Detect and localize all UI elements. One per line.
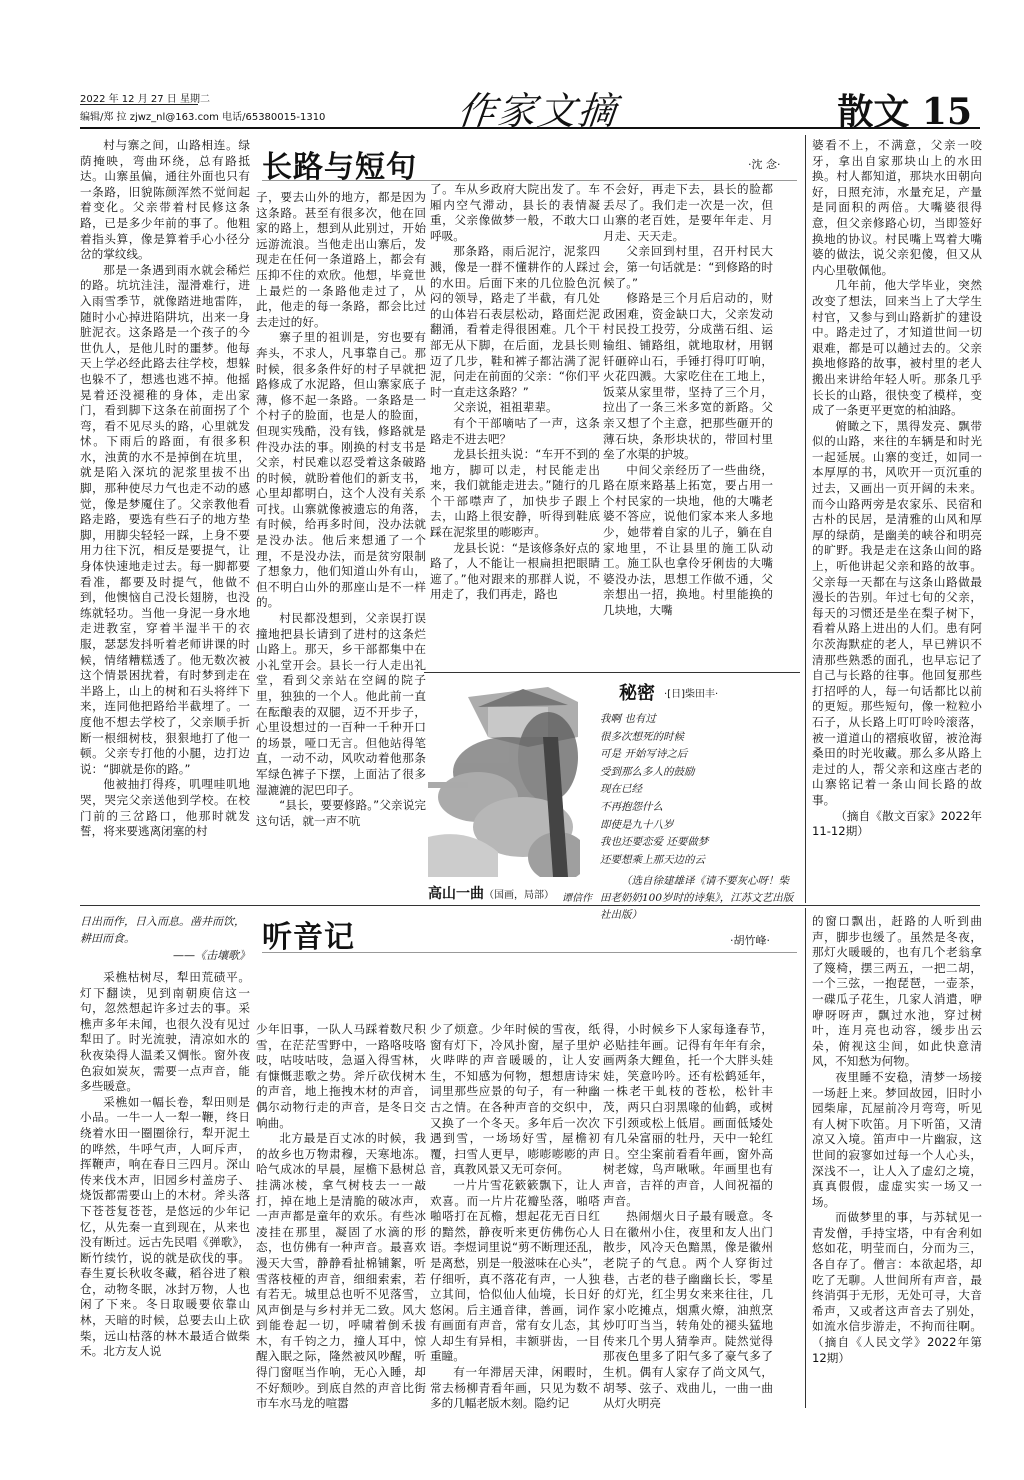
header-rule — [80, 127, 980, 129]
epigraph-source: ——《击壤歌》 — [173, 949, 250, 962]
poem-line: 我啊 也有过 — [600, 713, 656, 725]
paragraph: 他被抽打得疼，叽哩哇叽地哭，哭完父亲送他到学校。在校门前的三岔路口，他那时就发誓，将来要逃离闭塞的村 — [80, 777, 250, 839]
paragraph: 子，要去山外的地方，都是因为这条路。甚至有很多次，他在回家的路上，想到从此别过，开始远游流浪。当他走出山寨后，发现走在任何一条道路上，都会有压抑不住的欢欣。他想，毕竟世上最烂的一条路他走过了，从此，他走的每一条路，都会比过去走过的好。 — [256, 190, 426, 329]
poem-box — [424, 672, 800, 921]
painting-caption — [428, 883, 554, 903]
poem-body — [600, 711, 708, 869]
paragraph: 修路是三个月后启动的，财政困难，资金缺口大，父亲发动村民投工投劳，分成凿石组、运输组、铺路组，就地取材，用钢钎砸碎山石，手锤打得叮叮响，火花四溅。大家吃住在工地上，饭菜从家里带，坚持了三个月，拉出了一条三米多宽的新路。父亲又想了个主意，把那些砸开的薄石块，条形块状的，带回村里垒了水渠的护坡。 — [603, 291, 773, 462]
paragraph: 龙县长扭头说：“车开不到的地方，脚可以走，村民能走出来，我们就能走进去。”随行的几个干部噤声了，加快步子跟上去，山路上很安静，听得到鞋底踩在泥浆里的嘭嘭声。 — [430, 447, 600, 540]
issue-date: 2022 年 12 月 27 日 星期二 — [80, 94, 210, 105]
article-column — [256, 190, 426, 829]
article-column — [812, 914, 982, 1366]
title-rule — [262, 952, 797, 953]
paragraph: 夜里睡不安稳，清梦一场接一场赶上来。梦回故园，旧时小园柴扉，瓦屋前冷月弯弯，听见有人树下吹笛。月下听笛，又清凉又入境。笛声中一片幽寂，这世间的寂寥如过每一个人心头，深浅不一，让人入了虚幻之境，真真假假，虚虚实实一场又一场。 — [812, 1069, 982, 1209]
title-rule — [262, 180, 797, 181]
paragraph: 了。车从乡政府大院出发了。车厢内空气滞动，县长的表情凝重，父亲像做梦一般，不敢大口呼吸。 — [430, 182, 600, 243]
poem-title: 秘密 — [619, 683, 655, 704]
paragraph: 父亲回到村里，召开村民大会，第一句话就是：“到修路的时候了。” — [603, 244, 773, 290]
article-column — [603, 182, 773, 619]
column-rule — [805, 908, 806, 1408]
section-page-number: 散文 15 — [837, 91, 972, 133]
paragraph: 龙县长说：“是该修条好点的路了，人不能让一根扁担把眼睛遮了。”他对跟来的那群人说，不用走了，我们再走，路也 — [430, 540, 600, 602]
paragraph: 父亲说，祖祖辈辈。 — [453, 400, 558, 415]
poem-author: ·[日]柴田丰· — [664, 689, 719, 700]
poem-line: 还要想乘上那天边的云 — [600, 853, 705, 866]
article-column — [80, 970, 250, 1360]
paragraph: 村民都没想到，父亲误打误撞地把县长请到了进村的这条烂山路上。那天，乡干部都集中在小礼堂开会。县长一行人走出礼堂，看到父亲站在空阔的院子里，独独的一个人。他此前一直在酝酿表的双腿，迈不开步子，心里设想过的一百种一千种开口的场景，哑口无言。但他站得笔直，一动不动，风吹动着他那条军绿色裤子下摆，上面沾了很多湿漉漉的泥巴印子。 — [256, 611, 426, 797]
section-divider — [80, 905, 980, 906]
paragraph: 寨子里的祖训是，穷也要有奔头，不求人，凡事靠自己。那时候，很多条件好的村子早就把路修成了水泥路，但山寨家底子薄，修不起一条路。一条路是一个村子的脸面，也是人的脸面，但现实残酷，没有钱，修路就是件没办法的事。刚换的村支书是父亲，村民难以忍受着这条破路的时候，就盼着他们的新支书，心里却都明白，这个人没有关系可找。山寨就像被遗忘的角落，有时候，给再多时间，没办法就是没办法。他后来想通了一个理，不是没办法，而是贫穷限制了想象力，他们知道山外有山，但不明白山外的那座山是不一样的。 — [256, 330, 426, 610]
paragraph: 的窗口飘出，赶路的人听到曲声，脚步也缓了。虽然是冬夜，那灯火暖暖的，也有几个老翁拿了篾椅，摆三两五，一把二胡，一个三弦，一抱琵琶，一壶茶，一碟瓜子花生，几家人消遣，咿咿呀呀声，飘过水池，穿过树叶，连月亮也动容，缓步出云朵，俯视这尘间，如此快意清风，不知愁为何物。 — [812, 914, 982, 1069]
poem-line: 不再抱怨什么 — [600, 800, 663, 813]
painting-subtitle: （国画，局部） — [484, 890, 554, 901]
paragraph: “县长，要要修路。”父亲说完这句话，就一声不吭 — [256, 798, 426, 828]
header-divider — [80, 104, 198, 105]
paragraph: 采樵如一幅长卷，犁田则是小品。一牛一人一犁一鞭，终日绕着水田一圈圈徐行，犁开泥土的哗然，牛呼气声，人呵斥声，挥鞭声，响在春日三四月。深山传来伐木声，旧园乡村盖房子、烧饭都需要山上的木材。斧头落下苍苍复苍苍，是悠远的少年记忆，从先秦一直到现在，从来也没有断过。远古先民唱《弹歌》，断竹续竹，说的就是砍伐的事。春生夏长秋收冬藏，稻谷进了粮仓，动物冬眠，冰封万物，人也闲了下来。冬日取暖要依靠山林，天暗的时候，总要去山上砍柴，远山枯落的林木最适合做柴禾。北方友人说 — [80, 1094, 250, 1359]
paragraph: 那是一条遇到雨水就会稀烂的路。坑坑洼洼，湿滑难行，进入雨雪季节，就像踏进地雷阵，随时小心掉进陷阱坑，出来一身脏泥衣。这条路是一个孩子的今世仇人，是他儿时的噩梦。他每天上学必经此路去往学校，想躲也躲不了，想逃也逃不掉。他摇晃着还没褪稚的身体，走出家门，看到脚下这条在前面拐了个弯，看不见尽头的路，心里就发怵。下雨后的路面，有很多积水，浊黄的水不是掉倒在坑里，就是陷入深坑的泥浆里拔不出脚，那种使尽力气也走不动的感觉，像是梦魇住了。父亲教他看路走路，要选有些石子的地方垫脚，用脚尖轻轻一踩，上身不要用力往下沉，相反是要提气，让身体快速地走过去。每一脚都要看准，都要及时提气，他做不到，他懊恼自己没长翅膀，也没练就轻功。当他一身泥一身水地走进教室，穿着半湿半干的衣服，瑟瑟发抖听着老师讲课的时候，情绪糟糕透了。他无数次被这个情景困扰着，有时梦到走在半路上，山上的树和石头将绊下来，连同他把路给半截埋了。一度他不想去学校了，父亲顺手折断一根细树枝，狠狠地打了他一顿。父亲专打他的小腿，边打边说：“脚就是你的路。” — [80, 262, 250, 776]
paragraph: 一片片雪花簌簌飘下，让人欢喜。而一片片花瓣坠落，啪嗒啪嗒打在瓦檐，想起花无百日红的黯然，静夜听来更仿佛伤心人语。李煜词里说“剪不断理还乱，是离愁，别是一般滋味在心头”，仔细听，真不落花有声，一人独立其间，恰似仙人仙境，长日好悠闲。后主通音律，善画，词作有画面有声音，常有女儿态，其人却生有异相，丰额骈齿，一目重瞳。 — [430, 1177, 600, 1364]
painting-artist: 谭信作 — [562, 893, 592, 904]
paragraph: 得，小时候乡下人家每逢春节，必贴挂年画。记得有年年有余，画两条大鲤鱼，托一个大胖头娃娃，笑意吟吟。还有松鹤延年，一株老干虬枝的苍松，松针丰茂，两只白羽黑喙的仙鹤，或树下引颈或松上低眉。画面低矮处有几朵富丽的牡丹，天中一轮红日。空尘案前看看年画，窗外高树老嫁，鸟声啾啾。年画里也有声音，吉祥的声音，人间祝福的声音。 — [603, 1022, 773, 1208]
article-title: 长路与短句 — [262, 150, 417, 185]
paragraph: 几年前，他大学毕业，突然改变了想法，回来当上了大学生村官，又参与到山路新扩的建设中。路走过了，才知道世间一切艰难，都是可以趟过去的。父亲换地修路的故事，被村里的老人搬出来讲给年轻人听。那条几乎长长的山路，很快变了模样，变成了一条更平更宽的柏油路。 — [812, 278, 982, 418]
article-column — [430, 182, 600, 603]
article-author: ·沈 念· — [748, 158, 781, 171]
poem-line: 即使是九十八岁 — [600, 818, 674, 831]
poem-line: 很多次想死的时候 — [600, 730, 684, 743]
paragraph: 婆看不上，不满意，父亲一咬牙，拿出自家那块山上的水田换。村人都知道，那块水田朝向好，日照充沛，水量充足，产量是同面积的两倍。大嘴婆很得意，但父亲修路心切，当即签好换地的协议。村民嘴上骂着大嘴婆的做法，说父亲犯傻，但又从内心里敬佩他。 — [812, 138, 982, 277]
epigraph-text: 日出而作，日入而息。凿井而饮，耕田而食。 — [80, 915, 245, 945]
landscape-painting — [428, 677, 580, 877]
paragraph: 中间父亲经历了一些曲绕，路在原来路基上拓宽，要占用一个村民家的一块地，他的大嘴老婆不答应，说他们家本来人多地少，她带着自家的儿子，躺在自家地里，不让县里的施工队动工。施工队也拿伶牙俐齿的大嘴婆没办法，思想工作做不通，父亲想出一招，换地。村里能换的几块地，大嘴 — [603, 462, 773, 618]
masthead-logo: 作家文摘 — [455, 89, 620, 133]
paragraph: 有个干部嘀咕了一声，这条路走不进去吧？ — [430, 415, 600, 446]
epigraph — [80, 913, 250, 964]
paragraph: 村与寨之间，山路相连。绿荫掩映，弯曲环绕，总有路抵达。山寨虽偏，通往外面也只有一条路，旧貌陈颜浑然不觉间起着变化。父亲带着村民修这条路，已是多少年前的事了。他粗着指头算，像是算着手心小径分岔的掌纹线。 — [80, 138, 250, 262]
paragraph: 那条路，雨后泥泞，泥浆四溅，像是一群不懂耕作的人踩过的水田。后面下来的几位脸色沉闷的领导，路走了半截，有几处的山体岩石表层松动，路面烂泥翻涌，看着走得很困难。几个干部无从下脚，在后面，龙县长则迈了几步，鞋和裤子都沾满了泥泥，问走在前面的父亲：“你们平时一直走这条路？” — [430, 244, 600, 399]
editor-contact: 编辑/郑 拉 zjwz_nl@163.com 电话/65380015-1310 — [80, 112, 326, 123]
article-column — [603, 1022, 773, 1412]
article-column — [80, 138, 250, 840]
article-title: 听音记 — [262, 920, 355, 955]
column-rule — [805, 135, 806, 903]
paragraph: 热闹烟火日子最有暖意。冬日在徽州小住，夜里和友人出门散步，风冷天色黯黑，像是徽州老院子的气息。两个人穿街过巷，古老的巷子幽幽长长，零星的灯光，红尘男女来来往往，几家小吃摊点，烟熏火燎，油煎烹炒叮叮当当，转角处的褪头猛地传来几个男人猜拳声。陡然觉得那夜色里多了阳气多了豪气多了生机。偶有人家存了尚文风气，胡琴、弦子、戏曲儿，一曲一曲从灯火明亮 — [603, 1209, 773, 1411]
article-column — [256, 1022, 426, 1412]
article-column — [430, 1022, 600, 1412]
article-column — [812, 138, 982, 840]
paragraph: 不会好，再走下去，县长的脸都丢尽了。我们走一次是一次，但山寨的老百姓，是要年年走、月月走、天天走。 — [603, 182, 773, 243]
paragraph: 北方最是百丈冰的时候，我的故乡也万物肃穆，天寒地冻。哈气成冰的早晨，屋檐下悬树总挂满冰棱，拿气树枝去一一敲打，掉在地上是清脆的破冰声，一声声都是童年的欢乐。有些冰凌挂在那里，凝固了水滴的形态，也仿佛有一种声音。最喜欢漫天大雪，静静看扯棉铺絮，听雪落枝桠的声音，细细索索，若有若无。城里总也听不见落雪，风声倒是与乡村并无二致。风大到能卷起一切，呼啸着倒禾拔木，有千钧之力，撞人耳中，惊醒入眠之际，隆然被风吵醒，听得门窗哐当作响，无心入睡，却不好颓吵。到底自然的声音比街市车水马龙的喧嚣 — [256, 1131, 426, 1411]
poem-source: （选自徐建雄译《请不要灰心呀！柴田老奶奶100岁时的诗集》，江苏文艺出版社出版） — [600, 875, 794, 921]
paragraph: （摘自《散文百家》2022年11-12期） — [812, 808, 982, 839]
paragraph: 俯瞰之下，黑得发亮、飘带似的山路，来往的车辆是和时光一起延展。山寨的变迁，如同一本厚厚的书，风吹开一页沉重的过去，又画出一页开阔的未来。而今山路两旁是农家乐、民宿和古朴的民居，是清雅的山风和厚厚的绿荫，是幽美的峡谷和明亮的旷野。我是走在这条山间的路上，听他讲起父亲和路的故事。父亲每一天都在与这条山路做最漫长的告别。年过七旬的父亲，每天的习惯还是坐在梨子树下，看着从路上进出的人们。患有阿尔茨海默症的老人，早已辨识不清那些熟悉的面孔，也早忘记了自己与长路的往事。他回复那些打招呼的人，每一句话都比以前的更短。那些短句，像一粒粒小石子，从长路上叮叮呤呤滚落，被一道道山的褶痕收留，被沧海桑田的时光收藏。那么多从路上走过的人，帮父亲和这座古老的山寨铭记着一条山间长路的故事。 — [812, 418, 982, 807]
poem-line: 我也还要恋爱 还要做梦 — [600, 836, 709, 849]
paragraph: 而做梦里的事，与苏轼见一青发僧，手持宝塔，中有舍利如悠如花，明莹而白，分而为三，各自存了。僧言：本欲起塔，却吃了无聊。人世间所有声音，最终消弭于无形，无处可寻，大音希声，又或者这声音去了别处，如流水信步游走，不拘而往啊。（摘自《人民文学》2022年第12期） — [812, 1210, 982, 1365]
poem-line: 现在已经 — [600, 783, 642, 796]
paragraph: 少了烦意。少年时候的雪夜，纸窗有灯下，冷风扑窗，屋子里炉火哔哔的声音暖暖的，让人安生，不知感为何物，想想唐诗宋词里那些应景的句子，有一种幽古之情。在各种声音的交织中，又换了一个冬天。多年后一次次遇到雪，一场场好雪，屋檐初覆，扫雪人更早，嘭嘭嘭嘭的声音，真教风景又无可奈何。 — [430, 1022, 600, 1177]
paragraph: 有一年滞居天津，闲暇时，常去杨柳青看年画，只见为数不多的几幅老版木刻。隐约记 — [430, 1365, 600, 1411]
painting-title: 高山一曲 — [428, 886, 484, 902]
poem-line: 受到那么多人的鼓励 — [600, 765, 695, 778]
poem-line: 可是 开始写诗之后 — [600, 748, 688, 761]
paragraph: 采樵枯树尽，犁田荒碛平。灯下翻读，见到南朝庾信这一句，忽然想起许多过去的事。采樵声多年未闻，也很久没有见过犁田了。时光流驶，清凉如水的秋夜染得人温柔又惆怅。窗外夜色寂如炭灰，需要一点声音，能多些暖意。 — [80, 970, 250, 1094]
article-author: ·胡竹峰· — [730, 934, 770, 947]
paragraph: 少年旧事，一队人马踩着数尺积雪，在茫茫雪野中，一路咯吱咯吱，咕吱咕吱，急逼入得雪林，有慷慨悲歌之势。斧斤砍伐树木的声音，地上拖拽木材的声音，偶尔动物行走的声音，是冬日交响曲。 — [256, 1022, 426, 1130]
